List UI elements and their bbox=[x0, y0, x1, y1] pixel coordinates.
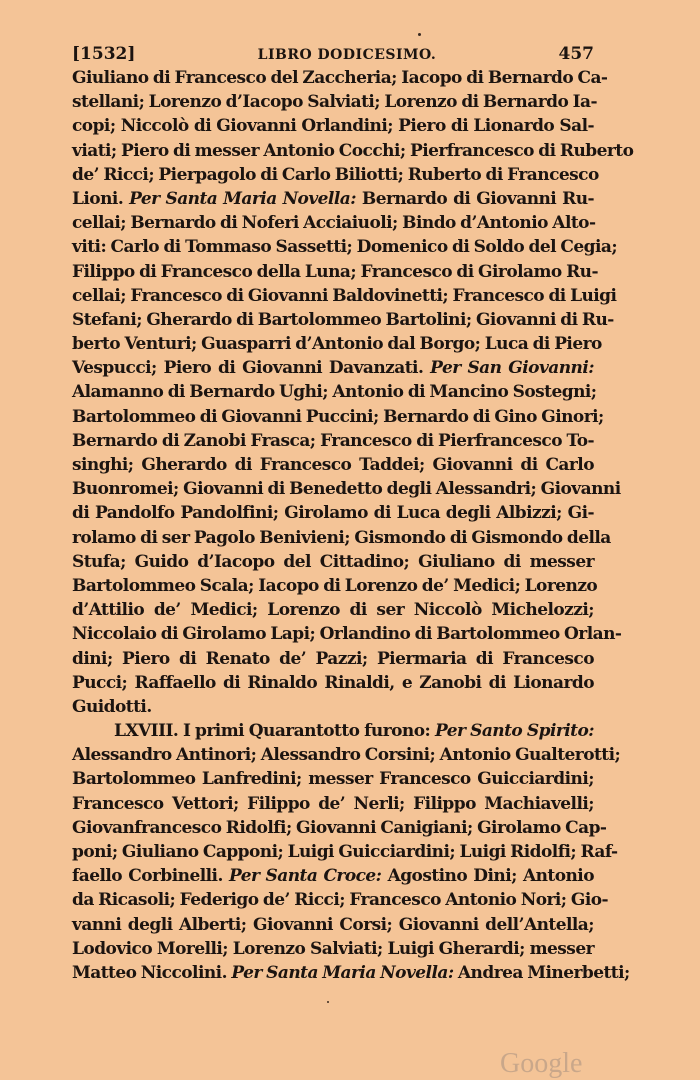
text-line: Stefani; Gherardo di Bartolommeo Bartolini; Giovanni di Ru- bbox=[72, 309, 614, 330]
quarter-label: Per Santa Croce: bbox=[228, 866, 382, 887]
text-line: Lioni. Per Santa Maria Novella: Bernardo di Giovanni Ru- bbox=[72, 188, 595, 209]
book-page bbox=[72, 42, 634, 985]
text-line: faello Corbinelli. Per Santa Croce: Agostino Dini; Antonio bbox=[72, 866, 595, 887]
text-line: viati; Piero di messer Antonio Cocchi; Pierfrancesco di Ruberto bbox=[72, 140, 634, 161]
text-line: vanni degli Alberti; Giovanni Corsi; Giovanni dell’Antella; bbox=[72, 914, 594, 935]
ink-speck bbox=[418, 33, 421, 36]
text-line: Vespucci; Piero di Giovanni Davanzati. Per San Giovanni: bbox=[72, 358, 594, 379]
text-line: da Ricasoli; Federigo de’ Ricci; Francesco Antonio Nori; Gio- bbox=[72, 890, 609, 911]
text-line: Bartolommeo Scala; Iacopo di Lorenzo de’ Medici; Lorenzo bbox=[72, 575, 598, 596]
text-line: Francesco Vettori; Filippo de’ Nerli; Filippo Machiavelli; bbox=[72, 793, 594, 814]
text-line: Pucci; Raffaello di Rinaldo Rinaldi, e Zanobi di Lionardo bbox=[72, 672, 594, 693]
text-line: rolamo di ser Pagolo Benivieni; Gismondo di Gismondo della bbox=[72, 527, 611, 548]
text-line: viti: Carlo di Tommaso Sassetti; Domenico di Soldo del Cegia; bbox=[72, 237, 618, 258]
text-line: poni; Giuliano Capponi; Luigi Guicciardini; Luigi Ridolfi; Raf- bbox=[72, 842, 618, 862]
text-line: Stufa; Guido d’Iacopo del Cittadino; Giuliano di messer bbox=[72, 551, 594, 572]
text-line: berto Venturi; Guasparri d’Antonio dal Borgo; Luca di Piero bbox=[72, 334, 602, 355]
page-number: 457 bbox=[558, 44, 594, 64]
header-year: [1532] bbox=[72, 44, 136, 64]
text-line: Niccolaio di Girolamo Lapi; Orlandino di Bartolommeo Orlan- bbox=[72, 624, 622, 645]
quarter-label: Per San Giovanni: bbox=[430, 358, 594, 379]
text-line: Alamanno di Bernardo Ughi; Antonio di Mancino Sostegni; bbox=[72, 382, 597, 403]
text-line: de’ Ricci; Pierpagolo di Carlo Biliotti; Ruberto di Francesco bbox=[72, 164, 599, 185]
text-line: dini; Piero di Renato de’ Pazzi; Piermaria di Francesco bbox=[72, 648, 594, 669]
text-line: Lodovico Morelli; Lorenzo Salviati; Luigi Gherardi; messer bbox=[72, 938, 594, 959]
text-line: d’Attilio de’ Medici; Lorenzo di ser Niccolò Michelozzi; bbox=[72, 600, 594, 621]
text-line: cellai; Bernardo di Noferi Acciaiuoli; Bindo d’Antonio Alto- bbox=[72, 213, 596, 234]
text-line: Bernardo di Zanobi Frasca; Francesco di Pierfrancesco To- bbox=[72, 430, 594, 451]
text-line: copi; Niccolò di Giovanni Orlandini; Piero di Lionardo Sal- bbox=[72, 116, 594, 137]
text-line: singhi; Gherardo di Francesco Taddei; Giovanni di Carlo bbox=[72, 455, 594, 475]
text-line: stellani; Lorenzo d’Iacopo Salviati; Lorenzo di Bernardo Ia- bbox=[72, 92, 597, 113]
text-line: Guidotti. bbox=[72, 696, 152, 717]
text-line: Alessandro Antinori; Alessandro Corsini; Antonio Gualterotti; bbox=[72, 745, 621, 766]
text-line: cellai; Francesco di Giovanni Baldovinetti; Francesco di Luigi bbox=[72, 285, 617, 306]
text-line: Bartolommeo di Giovanni Puccini; Bernardo di Gino Ginori; bbox=[72, 406, 604, 427]
section-start-line bbox=[72, 719, 594, 743]
ink-speck bbox=[327, 1001, 329, 1003]
text-line: Bartolommeo Lanfredini; messer Francesco Guicciardini; bbox=[72, 769, 594, 790]
scan-watermark: Google bbox=[500, 1048, 583, 1079]
text-line: Matteo Niccolini. Per Santa Maria Novella: Andrea Minerbetti; bbox=[72, 962, 630, 983]
quarter-label: Per Santa Maria Novella: bbox=[231, 962, 454, 983]
body-text bbox=[72, 66, 634, 985]
section-number: LXVIII. I primi Quarantotto furono: bbox=[114, 721, 431, 742]
text-line: Giuliano di Francesco del Zaccheria; Iacopo di Bernardo Ca- bbox=[72, 68, 608, 88]
text-line: Filippo di Francesco della Luna; Francesco di Girolamo Ru- bbox=[72, 261, 598, 282]
quarter-label: Per Santo Spirito: bbox=[434, 721, 594, 742]
header-book-title: LIBRO DODICESIMO. bbox=[257, 47, 437, 63]
running-header bbox=[72, 42, 594, 66]
text-line: di Pandolfo Pandolfini; Girolamo di Luca degli Albizzi; Gi- bbox=[72, 503, 594, 524]
text-line: Giovanfrancesco Ridolfi; Giovanni Canigiani; Girolamo Cap- bbox=[72, 817, 607, 838]
quarter-label: Per Santa Maria Novella: bbox=[129, 188, 356, 209]
text-line: Buonromei; Giovanni di Benedetto degli Alessandri; Giovanni bbox=[72, 479, 621, 500]
